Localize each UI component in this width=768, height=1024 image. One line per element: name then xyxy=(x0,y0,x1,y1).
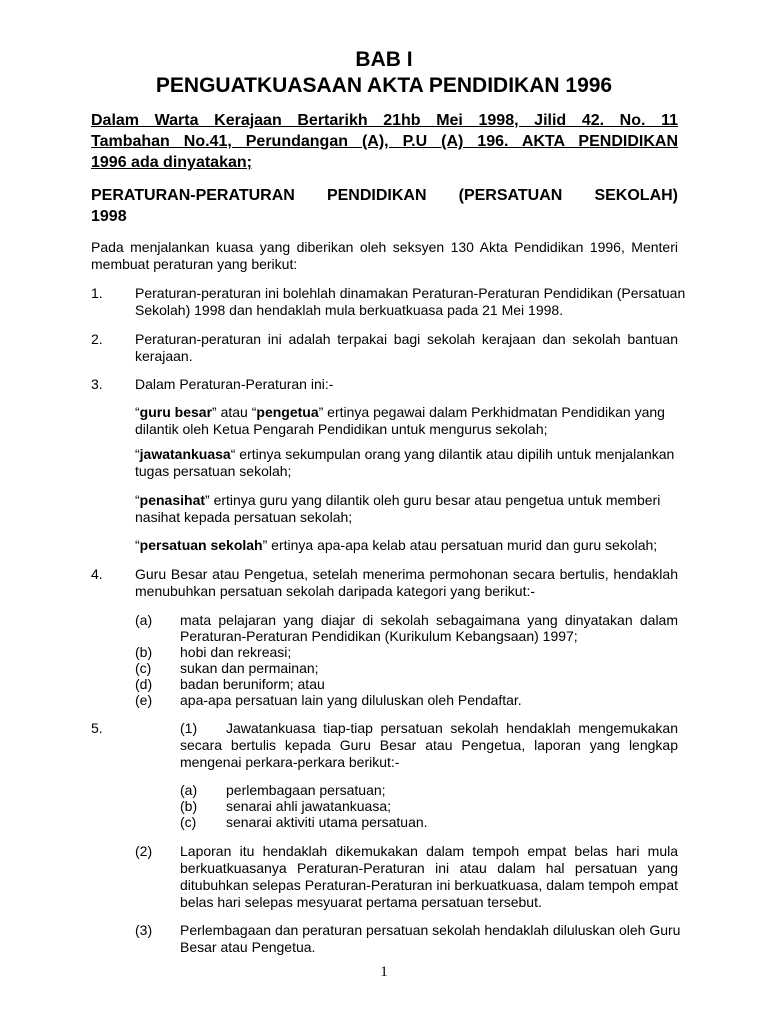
defined-term: pengetua xyxy=(256,404,319,420)
subclause-text: secara bertulis kepada Guru Besar atau Pengetua, laporan yang lengkap xyxy=(180,737,678,753)
definition-guru-besar xyxy=(135,404,665,420)
intro-text: membuat peraturan yang berikut: xyxy=(91,256,298,272)
defined-term: guru besar xyxy=(139,404,213,420)
subclause-label: (1) xyxy=(180,720,198,736)
defined-term: jawatankuasa xyxy=(139,446,231,462)
clause-text: Dalam Peraturan-Peraturan ini:- xyxy=(135,376,334,392)
item-label: (d) xyxy=(135,676,153,692)
clause-text: Peraturan-peraturan ini adalah terpakai bagi sekolah kerajaan dan sekolah bantuan xyxy=(135,331,678,347)
definition-persatuan-sekolah xyxy=(135,537,657,553)
definition-text: nasihat kepada persatuan sekolah; xyxy=(135,509,353,525)
clause-number: 2. xyxy=(91,331,103,347)
subclause-text: Jawatankuasa tiap-tiap persatuan sekolah hendaklah mengemukakan xyxy=(226,720,678,736)
list-item: apa-apa persatuan lain yang diluluskan oleh Pendaftar. xyxy=(180,692,522,708)
subclause-text: berkuatkuasanya Peraturan-Peraturan ini atau dalam hal persatuan yang xyxy=(180,860,678,876)
subclause-text: Besar atau Pengetua. xyxy=(180,939,316,955)
list-item: senarai aktiviti utama persatuan. xyxy=(226,814,428,830)
defined-term: persatuan sekolah xyxy=(139,537,263,553)
regulation-title: 1998 xyxy=(91,208,127,225)
subclause-text: Laporan itu hendaklah dikemukakan dalam tempoh empat belas hari mula xyxy=(180,843,678,859)
list-item: Peraturan-Peraturan Pendidikan (Kurikulum Kebangsaan) 1997; xyxy=(180,628,578,644)
page-number: 1 xyxy=(380,964,388,980)
definition-text: ” ertinya guru yang dilantik oleh guru besar atau pengetua untuk memberi xyxy=(205,492,661,508)
item-label: (a) xyxy=(180,782,198,798)
defined-term: penasihat xyxy=(139,492,206,508)
clause-text: menubuhkan persatuan sekolah daripada kategori yang berikut:- xyxy=(135,583,536,599)
item-label: (c) xyxy=(135,660,152,676)
item-label: (e) xyxy=(135,692,153,708)
definition-text: tugas persatuan sekolah; xyxy=(135,463,292,479)
subclause-label: (3) xyxy=(135,922,153,938)
definition-text: ” ertinya apa-apa kelab atau persatuan murid dan guru sekolah; xyxy=(262,537,658,553)
clause-text: Sekolah) 1998 dan hendaklah mula berkuatkuasa pada 21 Mei 1998. xyxy=(135,302,564,318)
gazette-line: Tambahan No.41, Perundangan (A), P.U (A) 196. AKTA PENDIDIKAN xyxy=(91,133,678,150)
item-label: (b) xyxy=(180,798,198,814)
intro-text: Pada menjalankan kuasa yang diberikan oleh seksyen 130 Akta Pendidikan 1996, Menteri xyxy=(91,239,678,255)
list-item: hobi dan rekreasi; xyxy=(180,644,292,660)
gazette-line: Dalam Warta Kerajaan Bertarikh 21hb Mei 1998, Jilid 42. No. 11 xyxy=(91,112,678,129)
clause-text: Peraturan-peraturan ini bolehlah dinamakan Peraturan-Peraturan Pendidikan (Persatuan xyxy=(135,285,686,301)
item-label: (c) xyxy=(180,814,197,830)
gazette-line: 1996 ada dinyatakan; xyxy=(91,154,252,171)
definition-jawatankuasa xyxy=(135,446,674,462)
clause-number: 1. xyxy=(91,285,103,301)
quote-mark: “ xyxy=(135,492,140,508)
subclause-text: Perlembagaan dan peraturan persatuan sekolah hendaklah diluluskan oleh Guru xyxy=(180,922,681,938)
regulation-title: PERATURAN-PERATURAN PENDIDIKAN (PERSATUAN SEKOLAH) xyxy=(91,187,678,204)
clause-number: 4. xyxy=(91,566,103,582)
subclause-label: (2) xyxy=(135,843,153,859)
chapter-subtitle: PENGUATKUASAAN AKTA PENDIDIKAN 1996 xyxy=(155,74,613,97)
definition-penasihat xyxy=(135,492,660,508)
quote-mark: “ xyxy=(135,404,140,420)
list-item: sukan dan permainan; xyxy=(180,660,319,676)
clause-text: Guru Besar atau Pengetua, setelah menerima permohonan secara bertulis, hendaklah xyxy=(135,566,678,582)
subclause-text: belas hari selepas mesyuarat pertama persatuan tersebut. xyxy=(180,894,542,910)
definition-text: “ ertinya sekumpulan orang yang dilantik atau dipilih untuk menjalankan xyxy=(230,446,675,462)
clause-number: 3. xyxy=(91,376,103,392)
list-item: perlembagaan persatuan; xyxy=(226,782,386,798)
clause-number: 5. xyxy=(91,720,103,736)
item-label: (b) xyxy=(135,644,153,660)
quote-mark: “ xyxy=(135,537,140,553)
list-item: badan beruniform; atau xyxy=(180,676,325,692)
clause-text: kerajaan. xyxy=(135,348,193,364)
chapter-title: BAB I xyxy=(355,48,413,71)
definition-text: dilantik oleh Ketua Pengarah Pendidikan untuk mengurus sekolah; xyxy=(135,421,548,437)
subclause-text: mengenai perkara-perkara berikut:- xyxy=(180,754,400,770)
definition-text: ” ertinya pegawai dalam Perkhidmatan Pendidikan yang xyxy=(318,404,665,420)
quote-mark: “ xyxy=(135,446,140,462)
definition-text: ” atau “ xyxy=(212,404,257,420)
item-label: (a) xyxy=(135,612,153,628)
list-item: senarai ahli jawatankuasa; xyxy=(226,798,391,814)
list-item: mata pelajaran yang diajar di sekolah sebagaimana yang dinyatakan dalam xyxy=(180,612,678,628)
subclause-text: ditubuhkan selepas Peraturan-Peraturan ini berkuatkuasa, dalam tempoh empat xyxy=(180,877,678,893)
